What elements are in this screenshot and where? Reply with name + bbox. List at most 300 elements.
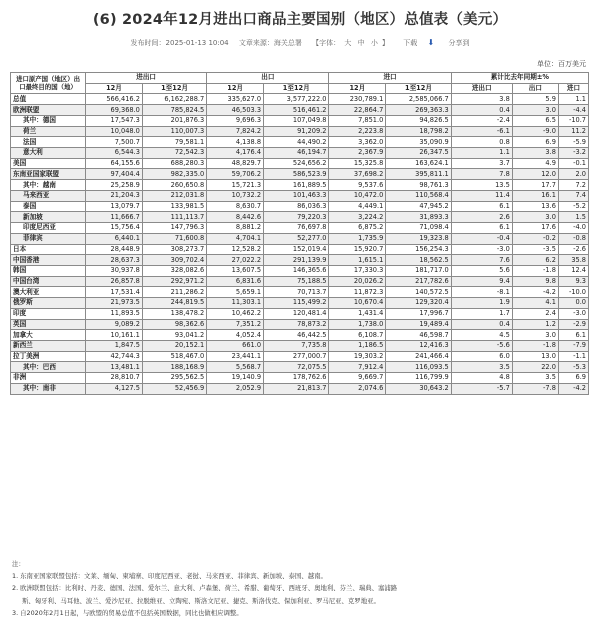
- row-label: 拉丁美洲: [11, 351, 86, 362]
- cell-ie-ytd: 79,581.1: [142, 137, 206, 148]
- cell-yoy-export: 4.9: [512, 158, 558, 169]
- cell-ie-ytd: 785,824.5: [142, 105, 206, 116]
- cell-import-month: 1,738.0: [329, 319, 386, 330]
- cell-export-month: 48,829.7: [207, 158, 264, 169]
- header-group-import: 进口: [329, 73, 451, 84]
- notes: [12, 558, 590, 619]
- cell-ie-ytd: 212,031.8: [142, 190, 206, 201]
- note-1: 1. 东南亚国家联盟包括：文莱、缅甸、柬埔寨、印度尼西亚、老挝、马来西亚、菲律宾、新加坡、泰国、越南。: [12, 572, 327, 581]
- cell-yoy-ie: -6.1: [451, 126, 512, 137]
- header-group-ie: 进出口: [86, 73, 207, 84]
- row-label: 意大利: [11, 148, 86, 159]
- cell-import-month: 7,912.4: [329, 362, 386, 373]
- table-row: [11, 126, 589, 137]
- cell-import-month: 6,875.2: [329, 223, 386, 234]
- table-row: [11, 115, 589, 126]
- cell-yoy-import: -10.0: [558, 287, 588, 298]
- cell-yoy-export: 3.0: [512, 105, 558, 116]
- row-label: 其中：德国: [11, 115, 86, 126]
- cell-import-month: 1,615.1: [329, 255, 386, 266]
- cell-import-ytd: 26,347.5: [386, 148, 451, 159]
- cell-ie-ytd: 328,082.6: [142, 265, 206, 276]
- cell-ie-ytd: 147,796.3: [142, 223, 206, 234]
- cell-ie-month: 17,547.3: [86, 115, 143, 126]
- cell-ie-month: 566,416.2: [86, 94, 143, 105]
- page-title: (6) 2024年12月进出口商品主要国别（地区）总值表（美元）: [92, 12, 508, 28]
- cell-yoy-import: 6.9: [558, 373, 588, 384]
- cell-yoy-ie: -2.4: [451, 115, 512, 126]
- font-size-control: [312, 39, 391, 47]
- row-label: 美国: [11, 158, 86, 169]
- cell-import-month: 19,303.2: [329, 351, 386, 362]
- cell-yoy-import: 12.4: [558, 265, 588, 276]
- cell-export-month: 335,627.0: [207, 94, 264, 105]
- table-row: [11, 287, 589, 298]
- cell-yoy-import: 7.4: [558, 190, 588, 201]
- cell-yoy-import: 9.3: [558, 276, 588, 287]
- cell-ie-month: 7,500.7: [86, 137, 143, 148]
- row-label: 马来西亚: [11, 190, 86, 201]
- cell-ie-month: 97,404.4: [86, 169, 143, 180]
- font-label: 【字体：: [312, 39, 341, 47]
- cell-export-ytd: 75,188.5: [264, 276, 329, 287]
- cell-export-month: 4,052.4: [207, 330, 264, 341]
- font-medium-link[interactable]: 中: [357, 39, 365, 47]
- cell-ie-ytd: 308,273.7: [142, 244, 206, 255]
- cell-import-ytd: 47,945.2: [386, 201, 451, 212]
- cell-yoy-ie: 0.4: [451, 319, 512, 330]
- cell-import-month: 15,920.7: [329, 244, 386, 255]
- cell-import-month: 2,074.6: [329, 383, 386, 394]
- table-row: [11, 330, 589, 341]
- font-small-link[interactable]: 小: [370, 39, 378, 47]
- cell-yoy-export: -1.8: [512, 340, 558, 351]
- cell-ie-ytd: 295,562.5: [142, 373, 206, 384]
- cell-import-ytd: 140,572.5: [386, 287, 451, 298]
- cell-yoy-import: 6.1: [558, 330, 588, 341]
- cell-ie-ytd: 211,286.2: [142, 287, 206, 298]
- row-label: 泰国: [11, 201, 86, 212]
- cell-ie-ytd: 309,702.4: [142, 255, 206, 266]
- cell-export-month: 2,052.9: [207, 383, 264, 394]
- cell-yoy-export: -0.2: [512, 233, 558, 244]
- note-2: 2. 欧洲联盟包括：比利时、丹麦、德国、法国、爱尔兰、意大利、卢森堡、荷兰、希腊、葡萄牙、西班牙、奥地利、芬兰、瑞典、塞浦路: [12, 584, 398, 593]
- cell-export-ytd: 524,656.2: [264, 158, 329, 169]
- cell-ie-ytd: 188,168.9: [142, 362, 206, 373]
- cell-ie-ytd: 133,981.5: [142, 201, 206, 212]
- cell-export-ytd: 178,762.6: [264, 373, 329, 384]
- cell-ie-month: 17,531.4: [86, 287, 143, 298]
- cell-yoy-ie: 6.1: [451, 223, 512, 234]
- cell-import-ytd: 116,799.9: [386, 373, 451, 384]
- cell-yoy-ie: 0.4: [451, 105, 512, 116]
- row-label: 英国: [11, 319, 86, 330]
- cell-yoy-ie: -8.1: [451, 287, 512, 298]
- cell-yoy-export: -1.8: [512, 265, 558, 276]
- cell-export-month: 27,022.2: [207, 255, 264, 266]
- cell-yoy-import: -10.7: [558, 115, 588, 126]
- row-label: 新西兰: [11, 340, 86, 351]
- cell-export-month: 8,881.2: [207, 223, 264, 234]
- cell-yoy-export: 3.0: [512, 330, 558, 341]
- cell-import-month: 4,449.1: [329, 201, 386, 212]
- cell-export-ytd: 516,461.2: [264, 105, 329, 116]
- trade-table: [10, 72, 589, 395]
- cell-ie-ytd: 201,876.3: [142, 115, 206, 126]
- download-label: 下载: [403, 39, 418, 47]
- cell-yoy-export: 4.1: [512, 298, 558, 309]
- cell-export-ytd: 78,873.2: [264, 319, 329, 330]
- table-row: [11, 351, 589, 362]
- cell-yoy-ie: 6.0: [451, 351, 512, 362]
- header-import-ytd: 1至12月: [386, 83, 451, 94]
- cell-import-ytd: 163,624.1: [386, 158, 451, 169]
- cell-import-ytd: 71,098.4: [386, 223, 451, 234]
- cell-ie-ytd: 688,280.3: [142, 158, 206, 169]
- row-label: 法国: [11, 137, 86, 148]
- row-label: 中国台湾: [11, 276, 86, 287]
- cell-export-ytd: 91,209.2: [264, 126, 329, 137]
- table-row: [11, 308, 589, 319]
- cell-export-ytd: 120,481.4: [264, 308, 329, 319]
- row-label: 加拿大: [11, 330, 86, 341]
- table-row: [11, 362, 589, 373]
- cell-yoy-ie: 9.4: [451, 276, 512, 287]
- cell-yoy-export: -7.8: [512, 383, 558, 394]
- cell-ie-ytd: 93,041.2: [142, 330, 206, 341]
- cell-export-ytd: 3,577,222.0: [264, 94, 329, 105]
- cell-ie-ytd: 72,542.3: [142, 148, 206, 159]
- cell-yoy-import: -5.2: [558, 201, 588, 212]
- cell-yoy-ie: 3.5: [451, 362, 512, 373]
- cell-ie-month: 21,204.3: [86, 190, 143, 201]
- cell-yoy-export: 22.0: [512, 362, 558, 373]
- table-row: [11, 373, 589, 384]
- cell-export-ytd: 107,049.8: [264, 115, 329, 126]
- cell-yoy-import: -2.6: [558, 244, 588, 255]
- unit-label: 单位：百万美元: [537, 60, 586, 68]
- cell-yoy-export: 13.6: [512, 201, 558, 212]
- table-row: [11, 319, 589, 330]
- cell-export-ytd: 76,697.8: [264, 223, 329, 234]
- row-label: 总值: [11, 94, 86, 105]
- cell-export-ytd: 146,365.6: [264, 265, 329, 276]
- cell-import-month: 7,851.0: [329, 115, 386, 126]
- cell-yoy-export: 9.8: [512, 276, 558, 287]
- cell-export-ytd: 586,523.9: [264, 169, 329, 180]
- cell-export-ytd: 46,194.7: [264, 148, 329, 159]
- cell-ie-month: 13,079.7: [86, 201, 143, 212]
- cell-ie-month: 28,810.7: [86, 373, 143, 384]
- row-label: 东南亚国家联盟: [11, 169, 86, 180]
- header-corner: 进口原产国（地区）出口最终目的国（地）: [11, 73, 86, 94]
- cell-yoy-export: 5.9: [512, 94, 558, 105]
- cell-import-ytd: 181,717.0: [386, 265, 451, 276]
- table-row: [11, 233, 589, 244]
- cell-yoy-export: -4.2: [512, 287, 558, 298]
- row-label: 日本: [11, 244, 86, 255]
- header-export-month: 12月: [207, 83, 264, 94]
- row-label: 新加坡: [11, 212, 86, 223]
- cell-ie-ytd: 6,162,288.7: [142, 94, 206, 105]
- row-label: 荷兰: [11, 126, 86, 137]
- row-label: 印度尼西亚: [11, 223, 86, 234]
- cell-import-month: 17,330.3: [329, 265, 386, 276]
- cell-import-ytd: 129,320.4: [386, 298, 451, 309]
- row-label: 俄罗斯: [11, 298, 86, 309]
- cell-export-month: 4,176.4: [207, 148, 264, 159]
- cell-yoy-export: 17.6: [512, 223, 558, 234]
- cell-export-ytd: 44,490.2: [264, 137, 329, 148]
- cell-yoy-ie: -5.7: [451, 383, 512, 394]
- cell-yoy-import: -7.9: [558, 340, 588, 351]
- cell-ie-ytd: 518,467.0: [142, 351, 206, 362]
- cell-yoy-ie: 7.8: [451, 169, 512, 180]
- cell-yoy-ie: 1.9: [451, 298, 512, 309]
- cell-yoy-import: -4.0: [558, 223, 588, 234]
- cell-ie-month: 42,744.3: [86, 351, 143, 362]
- cell-ie-ytd: 98,362.6: [142, 319, 206, 330]
- cell-export-ytd: 46,442.5: [264, 330, 329, 341]
- table-body: [11, 94, 589, 394]
- cell-import-month: 1,431.4: [329, 308, 386, 319]
- cell-yoy-ie: 7.6: [451, 255, 512, 266]
- table-row: [11, 105, 589, 116]
- cell-yoy-ie: -5.6: [451, 340, 512, 351]
- row-label: 欧洲联盟: [11, 105, 86, 116]
- download-icon: ⬇: [427, 38, 435, 47]
- cell-export-month: 13,607.5: [207, 265, 264, 276]
- cell-export-month: 4,138.8: [207, 137, 264, 148]
- cell-import-month: 11,872.3: [329, 287, 386, 298]
- cell-import-month: 3,362.0: [329, 137, 386, 148]
- cell-import-month: 3,224.2: [329, 212, 386, 223]
- share-button[interactable]: 分享到: [448, 39, 470, 47]
- cell-import-ytd: 156,254.3: [386, 244, 451, 255]
- table-row: [11, 94, 589, 105]
- row-label: 非洲: [11, 373, 86, 384]
- table-row: [11, 255, 589, 266]
- cell-ie-ytd: 982,335.0: [142, 169, 206, 180]
- cell-export-ytd: 70,713.7: [264, 287, 329, 298]
- cell-ie-month: 10,048.0: [86, 126, 143, 137]
- table-row: [11, 212, 589, 223]
- cell-import-month: 1,186.5: [329, 340, 386, 351]
- cell-export-ytd: 291,139.9: [264, 255, 329, 266]
- row-label: 其中：越南: [11, 180, 86, 191]
- cell-yoy-export: 6.9: [512, 137, 558, 148]
- row-label: 韩国: [11, 265, 86, 276]
- table-row: [11, 244, 589, 255]
- cell-yoy-import: -1.1: [558, 351, 588, 362]
- cell-ie-ytd: 52,456.9: [142, 383, 206, 394]
- header-yoy-ie: 进出口: [451, 83, 512, 94]
- cell-ie-month: 10,161.1: [86, 330, 143, 341]
- table-row: [11, 340, 589, 351]
- cell-import-ytd: 18,798.2: [386, 126, 451, 137]
- cell-yoy-import: -3.2: [558, 148, 588, 159]
- cell-export-month: 8,442.6: [207, 212, 264, 223]
- cell-import-ytd: 98,761.3: [386, 180, 451, 191]
- cell-yoy-export: 16.1: [512, 190, 558, 201]
- cell-import-month: 37,698.2: [329, 169, 386, 180]
- table-row: [11, 298, 589, 309]
- cell-export-ytd: 152,019.4: [264, 244, 329, 255]
- cell-yoy-import: -4.2: [558, 383, 588, 394]
- cell-import-ytd: 19,489.4: [386, 319, 451, 330]
- cell-yoy-import: -3.0: [558, 308, 588, 319]
- cell-import-ytd: 46,598.7: [386, 330, 451, 341]
- cell-yoy-import: 1.1: [558, 94, 588, 105]
- cell-export-month: 5,659.1: [207, 287, 264, 298]
- cell-yoy-export: 1.2: [512, 319, 558, 330]
- cell-ie-month: 13,481.1: [86, 362, 143, 373]
- cell-import-ytd: 19,323.8: [386, 233, 451, 244]
- cell-yoy-ie: 6.1: [451, 201, 512, 212]
- cell-import-month: 6,108.7: [329, 330, 386, 341]
- cell-export-month: 11,303.1: [207, 298, 264, 309]
- cell-yoy-export: 17.7: [512, 180, 558, 191]
- cell-export-ytd: 72,075.5: [264, 362, 329, 373]
- cell-import-ytd: 94,826.5: [386, 115, 451, 126]
- cell-export-month: 7,824.2: [207, 126, 264, 137]
- cell-yoy-export: 6.5: [512, 115, 558, 126]
- cell-import-month: 9,537.6: [329, 180, 386, 191]
- row-label: 其中：南非: [11, 383, 86, 394]
- cell-yoy-ie: 3.8: [451, 94, 512, 105]
- header-group-yoy: 累计比去年同期±%: [451, 73, 588, 84]
- cell-yoy-ie: -0.4: [451, 233, 512, 244]
- cell-export-month: 7,351.2: [207, 319, 264, 330]
- cell-import-ytd: 217,782.6: [386, 276, 451, 287]
- publish-time: 发布时间：2025-01-13 10:04: [130, 39, 229, 47]
- cell-yoy-ie: 5.6: [451, 265, 512, 276]
- cell-ie-month: 30,937.8: [86, 265, 143, 276]
- cell-yoy-import: -0.8: [558, 233, 588, 244]
- cell-import-ytd: 2,585,066.7: [386, 94, 451, 105]
- cell-yoy-ie: 1.1: [451, 148, 512, 159]
- cell-yoy-export: 12.0: [512, 169, 558, 180]
- cell-yoy-import: -2.9: [558, 319, 588, 330]
- header-export-ytd: 1至12月: [264, 83, 329, 94]
- cell-ie-ytd: 138,478.2: [142, 308, 206, 319]
- table-row: [11, 223, 589, 234]
- cell-ie-month: 4,127.5: [86, 383, 143, 394]
- cell-import-month: 230,789.1: [329, 94, 386, 105]
- table-row: [11, 383, 589, 394]
- table-row: [11, 265, 589, 276]
- cell-export-month: 4,704.1: [207, 233, 264, 244]
- cell-export-month: 10,462.2: [207, 308, 264, 319]
- cell-yoy-ie: 0.8: [451, 137, 512, 148]
- row-label: 中国香港: [11, 255, 86, 266]
- cell-ie-ytd: 244,819.5: [142, 298, 206, 309]
- cell-ie-month: 28,448.9: [86, 244, 143, 255]
- cell-import-month: 1,735.9: [329, 233, 386, 244]
- cell-export-ytd: 277,000.7: [264, 351, 329, 362]
- cell-ie-month: 1,847.5: [86, 340, 143, 351]
- header-import-month: 12月: [329, 83, 386, 94]
- cell-yoy-export: 3.0: [512, 212, 558, 223]
- cell-export-month: 46,503.3: [207, 105, 264, 116]
- cell-import-ytd: 110,568.4: [386, 190, 451, 201]
- cell-yoy-import: 11.2: [558, 126, 588, 137]
- table-row: [11, 180, 589, 191]
- cell-ie-month: 15,756.4: [86, 223, 143, 234]
- row-label: 菲律宾: [11, 233, 86, 244]
- cell-ie-month: 6,440.1: [86, 233, 143, 244]
- cell-import-month: 9,669.7: [329, 373, 386, 384]
- cell-import-ytd: 12,416.3: [386, 340, 451, 351]
- header-group-export: 出口: [207, 73, 329, 84]
- cell-export-month: 6,831.6: [207, 276, 264, 287]
- row-label: 印度: [11, 308, 86, 319]
- cell-yoy-import: 0.0: [558, 298, 588, 309]
- row-label: 澳大利亚: [11, 287, 86, 298]
- cell-export-month: 9,696.3: [207, 115, 264, 126]
- row-label: 其中：巴西: [11, 362, 86, 373]
- header-ie-ytd: 1至12月: [142, 83, 206, 94]
- cell-export-month: 661.0: [207, 340, 264, 351]
- cell-import-month: 2,367.9: [329, 148, 386, 159]
- cell-import-ytd: 269,363.3: [386, 105, 451, 116]
- cell-ie-month: 69,368.0: [86, 105, 143, 116]
- cell-ie-month: 21,973.5: [86, 298, 143, 309]
- cell-yoy-ie: -3.0: [451, 244, 512, 255]
- cell-import-month: 10,472.0: [329, 190, 386, 201]
- header-ie-month: 12月: [86, 83, 143, 94]
- cell-import-ytd: 116,093.5: [386, 362, 451, 373]
- cell-yoy-export: 13.0: [512, 351, 558, 362]
- cell-export-ytd: 7,735.8: [264, 340, 329, 351]
- cell-export-ytd: 21,813.7: [264, 383, 329, 394]
- table-row: [11, 158, 589, 169]
- cell-export-ytd: 115,499.2: [264, 298, 329, 309]
- cell-ie-month: 25,258.9: [86, 180, 143, 191]
- cell-export-ytd: 52,277.0: [264, 233, 329, 244]
- font-large-link[interactable]: 大: [344, 39, 352, 47]
- cell-yoy-ie: 4.5: [451, 330, 512, 341]
- download-button[interactable]: [399, 39, 440, 47]
- cell-yoy-import: 1.5: [558, 212, 588, 223]
- cell-ie-ytd: 111,113.7: [142, 212, 206, 223]
- table-row: [11, 148, 589, 159]
- cell-import-ytd: 241,466.4: [386, 351, 451, 362]
- cell-export-month: 59,706.2: [207, 169, 264, 180]
- cell-import-month: 22,864.7: [329, 105, 386, 116]
- note-2-continued: 斯、匈牙利、马耳他、波兰、爱沙尼亚、拉脱维亚、立陶宛、斯洛文尼亚、捷克、斯洛伐克、保加利亚、罗马尼亚、克罗地亚。: [22, 596, 380, 605]
- cell-ie-ytd: 20,152.1: [142, 340, 206, 351]
- cell-yoy-export: 3.8: [512, 148, 558, 159]
- cell-yoy-ie: 1.7: [451, 308, 512, 319]
- cell-ie-ytd: 292,971.2: [142, 276, 206, 287]
- cell-export-month: 12,528.2: [207, 244, 264, 255]
- cell-ie-month: 6,544.3: [86, 148, 143, 159]
- cell-yoy-import: 2.0: [558, 169, 588, 180]
- cell-yoy-import: 35.8: [558, 255, 588, 266]
- cell-ie-ytd: 260,650.8: [142, 180, 206, 191]
- cell-import-ytd: 30,643.2: [386, 383, 451, 394]
- cell-import-ytd: 18,562.5: [386, 255, 451, 266]
- cell-yoy-ie: 11.4: [451, 190, 512, 201]
- cell-import-ytd: 35,090.9: [386, 137, 451, 148]
- table-row: [11, 190, 589, 201]
- cell-export-month: 19,140.9: [207, 373, 264, 384]
- header-yoy-export: 出口: [512, 83, 558, 94]
- cell-ie-month: 28,637.3: [86, 255, 143, 266]
- cell-export-ytd: 101,463.3: [264, 190, 329, 201]
- cell-export-month: 23,441.1: [207, 351, 264, 362]
